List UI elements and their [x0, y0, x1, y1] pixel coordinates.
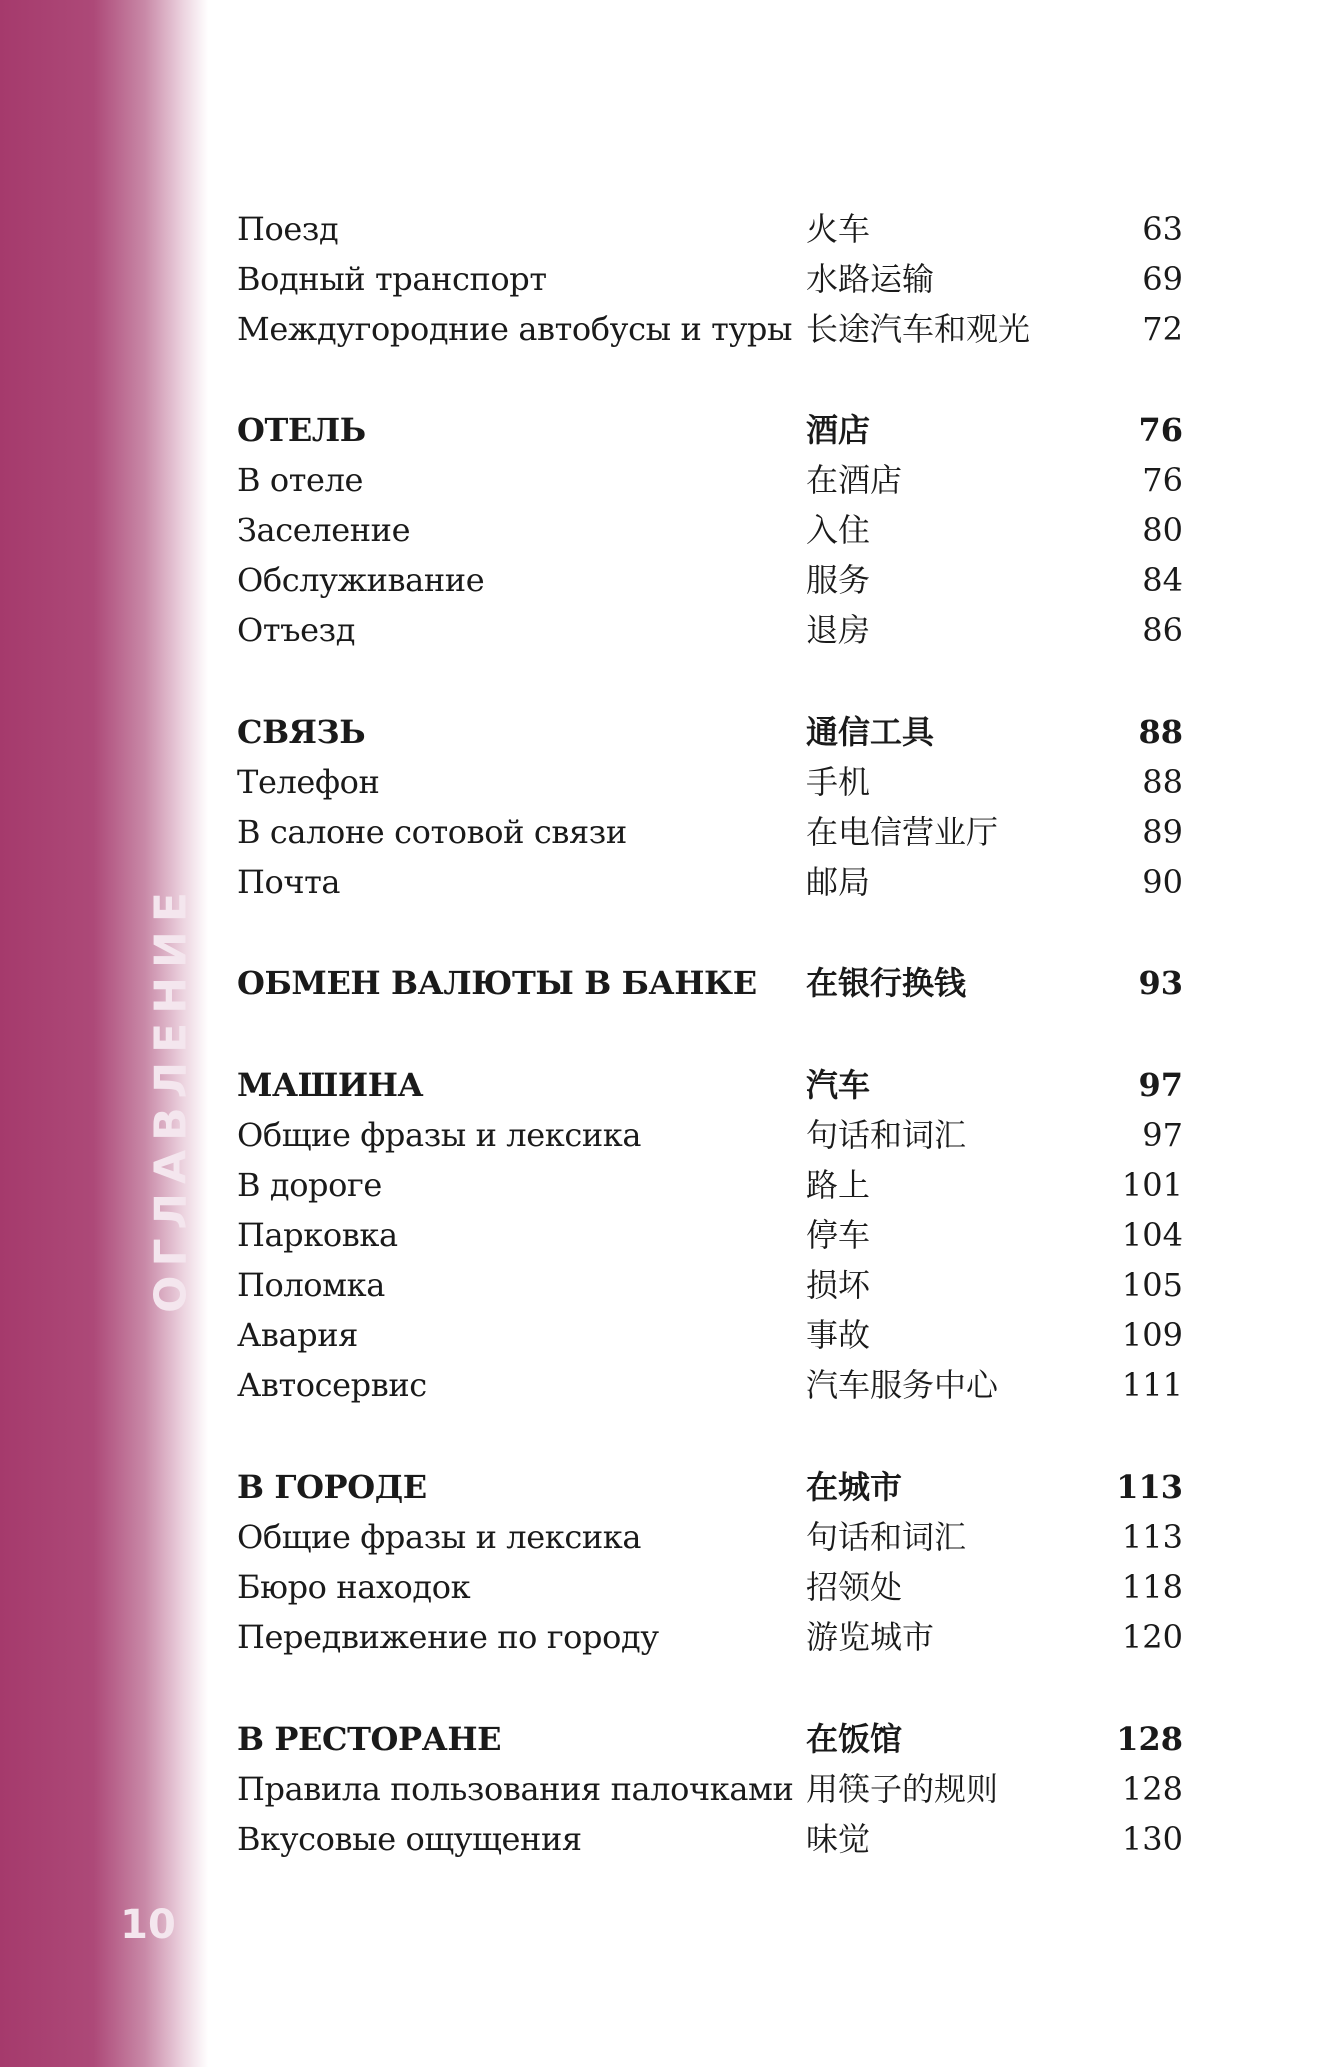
toc-title-zh: 火车 [806, 210, 871, 248]
toc-page-number: 88 [1138, 713, 1183, 751]
toc-page-number: 80 [1142, 511, 1183, 549]
toc-title-zh: 招领处 [806, 1568, 903, 1606]
toc-page-number: 97 [1138, 1066, 1183, 1104]
toc-section-row [237, 958, 1183, 1008]
toc-title-ru: В ГОРОДЕ [237, 1468, 427, 1506]
toc-title-ru: Почта [237, 863, 341, 901]
toc-row [237, 1310, 1183, 1360]
toc-page-number: 93 [1138, 964, 1183, 1002]
page-number: 10 [120, 1902, 176, 1948]
toc-page-number: 63 [1142, 210, 1183, 248]
toc-row [237, 1210, 1183, 1260]
toc-section-row [237, 405, 1183, 455]
toc-section-row [237, 1462, 1183, 1512]
toc-page-number: 69 [1142, 260, 1183, 298]
toc-row [237, 1512, 1183, 1562]
toc-row [237, 1160, 1183, 1210]
toc-title-ru: Бюро находок [237, 1568, 471, 1606]
toc-page-number: 113 [1121, 1518, 1183, 1556]
toc-title-ru: Обслуживание [237, 561, 485, 599]
toc-title-ru: В дороге [237, 1166, 382, 1204]
toc-title-zh: 在城市 [806, 1468, 903, 1506]
toc-title-zh: 损坏 [806, 1266, 871, 1304]
toc-title-zh: 水路运输 [806, 260, 935, 298]
toc-page-number: 76 [1138, 411, 1183, 449]
toc-title-zh: 手机 [806, 763, 871, 801]
toc-title-zh: 停车 [806, 1216, 871, 1254]
toc-title-ru: ОБМЕН ВАЛЮТЫ В БАНКЕ [237, 964, 757, 1002]
toc-title-ru: Авария [237, 1316, 358, 1354]
toc-title-ru: Заселение [237, 511, 411, 549]
toc-title-zh: 汽车服务中心 [806, 1366, 999, 1404]
toc-title-ru: Поезд [237, 210, 339, 248]
toc-title-ru: Водный транспорт [237, 260, 547, 298]
toc-page-number: 72 [1142, 310, 1183, 348]
toc-title-ru: Телефон [237, 763, 380, 801]
toc-title-zh: 退房 [806, 611, 871, 649]
toc-title-ru: В салоне сотовой связи [237, 813, 627, 851]
toc-title-zh: 长途汽车和观光 [806, 310, 1031, 348]
toc-page-number: 105 [1121, 1266, 1183, 1304]
toc-row [237, 605, 1183, 655]
toc-title-ru: Общие фразы и лексика [237, 1116, 642, 1154]
toc-title-ru: Общие фразы и лексика [237, 1518, 642, 1556]
toc-title-zh: 事故 [806, 1316, 871, 1354]
toc-title-ru: Междугородние автобусы и туры [237, 310, 793, 348]
toc-row [237, 455, 1183, 505]
toc-page-number: 128 [1121, 1770, 1183, 1808]
toc-row [237, 204, 1183, 254]
toc-title-ru: Правила пользования палочками [237, 1770, 794, 1808]
toc-title-ru: ОТЕЛЬ [237, 411, 366, 449]
toc-row [237, 1360, 1183, 1410]
toc-row [237, 1562, 1183, 1612]
toc-page-number: 111 [1121, 1366, 1183, 1404]
toc-title-zh: 汽车 [806, 1066, 871, 1104]
toc-row [237, 555, 1183, 605]
toc-title-zh: 在饭馆 [806, 1720, 903, 1758]
toc-row [237, 757, 1183, 807]
toc-row [237, 1260, 1183, 1310]
toc-row [237, 857, 1183, 907]
toc-row [237, 1110, 1183, 1160]
toc-page-number: 128 [1116, 1720, 1183, 1758]
toc-title-ru: Отъезд [237, 611, 355, 649]
toc-title-zh: 在银行换钱 [806, 964, 967, 1002]
toc-section-row [237, 1714, 1183, 1764]
toc-title-zh: 服务 [806, 561, 871, 599]
toc-row [237, 1612, 1183, 1662]
toc-title-ru: Вкусовые ощущения [237, 1820, 582, 1858]
toc-row [237, 505, 1183, 555]
toc-title-zh: 在酒店 [806, 461, 903, 499]
toc-page-number: 89 [1142, 813, 1183, 851]
toc-page-number: 104 [1121, 1216, 1183, 1254]
toc-title-ru: Поломка [237, 1266, 385, 1304]
toc-section-row [237, 707, 1183, 757]
toc-title-zh: 句话和词汇 [806, 1116, 967, 1154]
toc-page-number: 84 [1142, 561, 1183, 599]
toc-title-ru: СВЯЗЬ [237, 713, 366, 751]
toc-title-zh: 味觉 [806, 1820, 871, 1858]
toc-page-number: 90 [1142, 863, 1183, 901]
toc-title-zh: 在电信营业厅 [806, 813, 999, 851]
toc-page-number: 101 [1121, 1166, 1183, 1204]
toc-title-zh: 用筷子的规则 [806, 1770, 999, 1808]
toc-page-number: 118 [1121, 1568, 1183, 1606]
toc-page-number: 86 [1142, 611, 1183, 649]
toc-row [237, 254, 1183, 304]
toc-row [237, 304, 1183, 354]
toc-title-zh: 句话和词汇 [806, 1518, 967, 1556]
toc-title-zh: 通信工具 [806, 713, 935, 751]
toc-page-number: 113 [1116, 1468, 1183, 1506]
toc-title-zh: 游览城市 [806, 1618, 935, 1656]
toc-row [237, 1764, 1183, 1814]
toc-section-row [237, 1060, 1183, 1110]
toc-title-ru: В отеле [237, 461, 364, 499]
toc-title-ru: Передвижение по городу [237, 1618, 659, 1656]
toc-page-number: 130 [1121, 1820, 1183, 1858]
toc-title-zh: 入住 [806, 511, 871, 549]
toc-title-ru: Парковка [237, 1216, 398, 1254]
toc-page-number: 88 [1142, 763, 1183, 801]
toc-title-zh: 邮局 [806, 863, 871, 901]
toc-title-zh: 路上 [806, 1166, 871, 1204]
toc-row [237, 807, 1183, 857]
toc-row [237, 1814, 1183, 1864]
toc-title-ru: В РЕСТОРАНЕ [237, 1720, 502, 1758]
toc-title-zh: 酒店 [806, 411, 871, 449]
toc-page-number: 76 [1142, 461, 1183, 499]
sidebar-title: ОГЛАВЛЕНИЕ [145, 883, 197, 1313]
toc-page-number: 97 [1142, 1116, 1183, 1154]
toc-title-ru: МАШИНА [237, 1066, 424, 1104]
toc-title-ru: Автосервис [237, 1366, 427, 1404]
toc-page-number: 109 [1121, 1316, 1183, 1354]
toc-page-number: 120 [1121, 1618, 1183, 1656]
